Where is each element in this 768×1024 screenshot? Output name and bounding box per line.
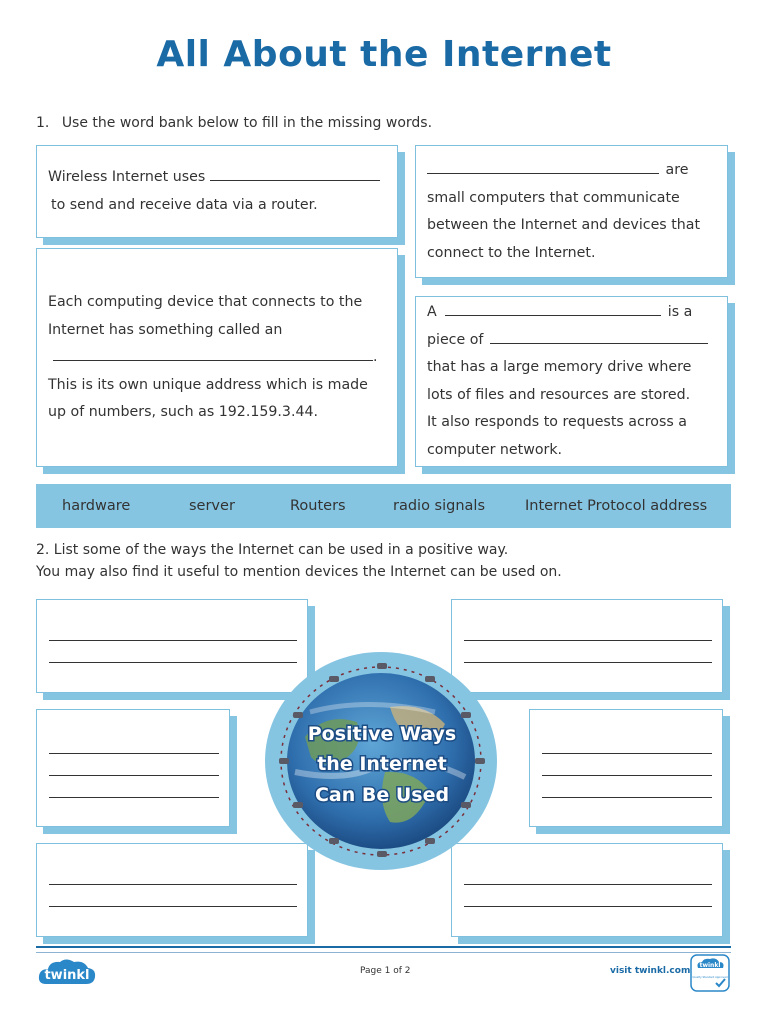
footer-link[interactable]: visit twinkl.com xyxy=(610,966,691,976)
writing-line xyxy=(49,775,219,776)
answer-box-mid-right[interactable] xyxy=(529,709,723,827)
box-text: computer network. xyxy=(427,441,563,458)
question-2 xyxy=(36,539,562,583)
word-bank-item: hardware xyxy=(62,498,131,514)
box-text: lots of files and resources are stored. xyxy=(427,386,691,403)
box-text: between the Internet and devices that xyxy=(427,217,701,233)
box-text: Internet has something called an xyxy=(48,321,283,338)
writing-line xyxy=(49,797,219,798)
badge-brand-text: twinkl xyxy=(699,962,721,969)
writing-line xyxy=(49,906,297,907)
writing-line xyxy=(464,662,712,663)
writing-line xyxy=(542,797,712,798)
box-text: connect to the Internet. xyxy=(427,244,596,261)
globe-icon xyxy=(265,652,497,870)
writing-line xyxy=(49,662,297,663)
quality-badge xyxy=(690,954,730,992)
globe-title-line: the Internet xyxy=(317,753,447,775)
fill-in-box-ip-address xyxy=(36,248,398,467)
box-text: Each computing device that connects to the xyxy=(48,294,363,310)
word-bank-item: radio signals xyxy=(393,498,486,514)
footer-rule xyxy=(36,946,731,948)
box-text: Wireless Internet uses xyxy=(48,169,206,185)
box-text: that has a large memory drive where xyxy=(427,359,692,375)
globe-title-line: Can Be Used xyxy=(314,784,450,806)
footer-rule-thin xyxy=(36,952,731,953)
box-text: . xyxy=(373,349,378,365)
writing-line xyxy=(464,884,712,885)
fill-in-box-wireless xyxy=(36,145,398,238)
fill-in-box-server xyxy=(415,296,728,467)
box-text: to send and receive data via a router. xyxy=(51,196,318,213)
writing-line xyxy=(49,640,297,641)
writing-line xyxy=(464,906,712,907)
word-bank-item: Internet Protocol address xyxy=(525,498,708,514)
writing-line xyxy=(49,753,219,754)
fill-in-box-routers xyxy=(415,145,728,278)
box-text: up of numbers, such as 192.159.3.44. xyxy=(48,404,319,420)
writing-line xyxy=(542,753,712,754)
writing-line xyxy=(464,640,712,641)
page-title: All About the Internet xyxy=(156,34,612,75)
question-1 xyxy=(36,112,432,134)
answer-blank[interactable] xyxy=(210,164,380,181)
answer-blank[interactable] xyxy=(490,327,708,344)
box-text: A xyxy=(427,304,437,320)
question-text: 2. List some of the ways the Internet can be used in a positive way. xyxy=(36,542,509,558)
badge-icon xyxy=(690,954,730,992)
box-text: are xyxy=(665,162,689,178)
box-text: is a xyxy=(667,304,693,320)
answer-blank[interactable] xyxy=(53,344,373,361)
badge-text: Quality Standard Approved xyxy=(692,976,728,979)
logo-text: twinkl xyxy=(44,968,90,983)
answer-blank[interactable] xyxy=(427,157,659,174)
question-number: 1. xyxy=(36,115,50,131)
page-number: Page 1 of 2 xyxy=(360,966,411,976)
globe-title-line: Positive Ways xyxy=(307,723,457,745)
question-text: You may also find it useful to mention devices the Internet can be used on. xyxy=(36,564,562,580)
box-text: small computers that communicate xyxy=(427,189,680,206)
box-text: piece of xyxy=(427,331,484,348)
question-instruction: Use the word bank below to fill in the missing words. xyxy=(61,115,433,131)
writing-line xyxy=(49,884,297,885)
box-text: It also responds to requests across a xyxy=(427,414,687,430)
globe-graphic xyxy=(265,652,497,870)
box-text: This is its own unique address which is made xyxy=(48,376,368,393)
word-bank-item: server xyxy=(189,498,235,514)
word-bank-item: Routers xyxy=(290,498,346,514)
twinkl-logo[interactable] xyxy=(36,956,98,990)
answer-blank[interactable] xyxy=(445,299,661,316)
writing-line xyxy=(542,775,712,776)
word-bank xyxy=(36,484,731,528)
cloud-logo-icon xyxy=(36,956,98,990)
answer-box-mid-left[interactable] xyxy=(36,709,230,827)
